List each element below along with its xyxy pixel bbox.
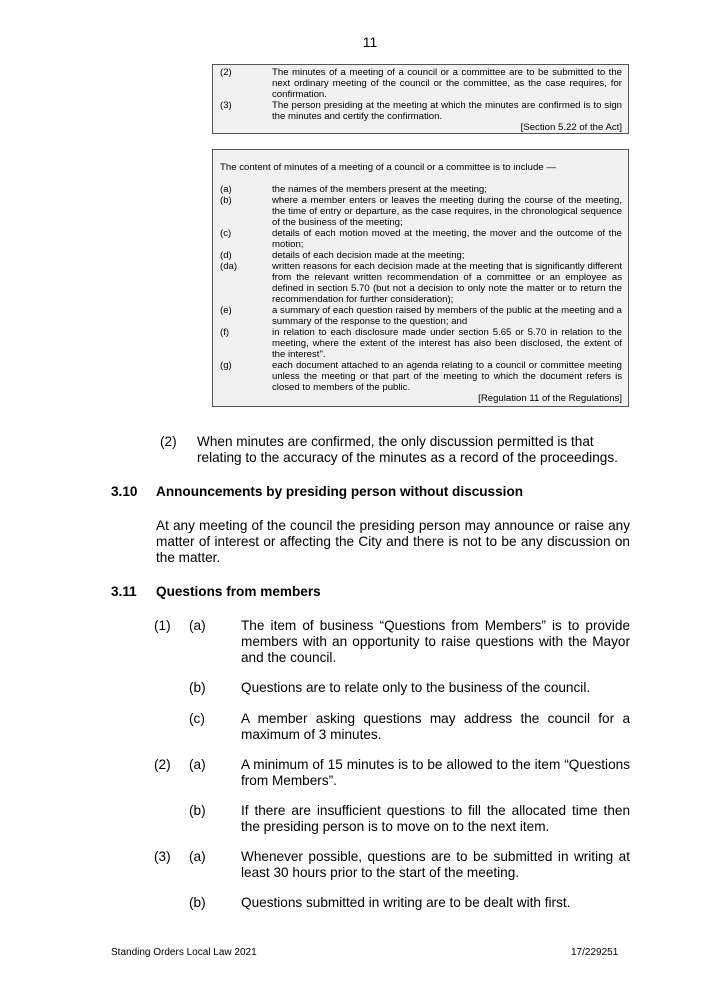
footer-document-number: 17/229251: [571, 947, 619, 958]
box-row-label: (2): [220, 67, 232, 78]
quoted-box-section-5-22: [212, 64, 629, 134]
box-row-label: (f): [220, 327, 230, 338]
item-text: If there are insufficient questions to fill the allocated time then the presiding person is to move on to the next item.: [241, 803, 630, 834]
box-row: [220, 184, 622, 195]
box-reference: [Regulation 11 of the Regulations]: [478, 393, 622, 404]
item-text: Questions submitted in writing are to be dealt with first.: [241, 895, 571, 910]
item-number: (1): [154, 618, 171, 633]
box-row: [220, 360, 622, 393]
box-row-text: each document attached to an agenda relating to a council or committee meeting unless the meeting or that part of the meeting to which the document refers is closed to members of the public.: [272, 360, 622, 393]
item-text: Whenever possible, questions are to be submitted in writing at least 30 hours prior to the start of the meeting.: [241, 849, 630, 880]
box-row-label: (3): [220, 100, 232, 111]
box-row-text: details of each decision made at the meeting;: [272, 250, 465, 261]
box-row-label: (b): [220, 195, 232, 206]
subclause-label: (2): [160, 434, 177, 449]
box-row-text: where a member enters or leaves the meeting during the course of the meeting, the time of entry or departure, as the case requires, in the chronological sequence of the business of the meeting;: [272, 195, 622, 228]
box-row-label: (g): [220, 360, 232, 371]
box-row-text: written reasons for each decision made at the meeting that is significantly different from the relevant written recommendation of a committee or an employee as defined in section 5.70 (but not a decision to only note the matter or to return the recommendation for further consideration);: [272, 261, 622, 305]
footer-title: Standing Orders Local Law 2021: [111, 947, 257, 958]
item-number: (2): [154, 757, 171, 772]
section-paragraph: At any meeting of the council the presiding person may announce or raise any matter of interest or affecting the City and there is not to be any discussion on the matter.: [156, 518, 630, 565]
box-reference: [Section 5.22 of the Act]: [520, 122, 622, 133]
box-row-label: (d): [220, 250, 232, 261]
item-subletter: (b): [189, 680, 206, 695]
section-number: 3.11: [111, 584, 137, 599]
box-row: [220, 100, 622, 122]
box-row: [220, 327, 622, 360]
page-number: 11: [362, 34, 378, 50]
quoted-box-regulation-11: [212, 149, 629, 407]
item-subletter: (a): [189, 757, 206, 772]
box-row: [220, 228, 622, 250]
box-row: [220, 195, 622, 228]
box-row-text: a summary of each question raised by members of the public at the meeting and a summary of the response to the question; and: [272, 305, 622, 327]
section-title: Questions from members: [156, 584, 321, 599]
item-text: Questions are to relate only to the business of the council.: [241, 680, 591, 695]
box-row-text: The minutes of a meeting of a council or a committee are to be submitted to the next ordinary meeting of the council or the committee, as the case requires, for confirmation.: [272, 67, 622, 100]
box-row-text: in relation to each disclosure made under section 5.65 or 5.70 in relation to the meeting, where the extent of the interest has also been disclosed, the extent of the interest".: [272, 327, 622, 360]
box-row: [220, 261, 622, 305]
item-text: A member asking questions may address the council for a maximum of 3 minutes.: [241, 711, 630, 742]
item-number: (3): [154, 849, 171, 864]
item-subletter: (a): [189, 618, 206, 633]
box-row-label: (c): [220, 228, 232, 239]
item-subletter: (c): [189, 711, 205, 726]
item-subletter: (a): [189, 849, 206, 864]
item-subletter: (b): [189, 895, 206, 910]
item-text: The item of business “Questions from Members” is to provide members with an opportunity to raise questions with the Mayor and the council.: [241, 618, 630, 665]
box-row: [220, 305, 622, 327]
box-row-text: the names of the members present at the meeting;: [272, 184, 487, 195]
section-number: 3.10: [111, 484, 138, 499]
box-row-label: (a): [220, 184, 232, 195]
section-title: Announcements by presiding person without discussion: [156, 484, 524, 499]
box-row: [220, 67, 622, 100]
box-row-text: The person presiding at the meeting at which the minutes are confirmed is to sign the minutes and certify the confirmation.: [272, 100, 622, 122]
box-row: [220, 250, 622, 261]
item-text: A minimum of 15 minutes is to be allowed to the item “Questions from Members”.: [241, 757, 630, 788]
subclause-text: When minutes are confirmed, the only discussion permitted is that relating to the accuracy of the minutes as a record of the proceedings.: [197, 434, 618, 465]
box-row-text: details of each motion moved at the meeting, the mover and the outcome of the motion;: [272, 228, 622, 250]
box-row-label: (da): [220, 261, 238, 272]
item-subletter: (b): [189, 803, 206, 818]
box-row-label: (e): [220, 305, 232, 316]
box-intro: The content of minutes of a meeting of a council or a committee is to include —: [220, 162, 556, 173]
